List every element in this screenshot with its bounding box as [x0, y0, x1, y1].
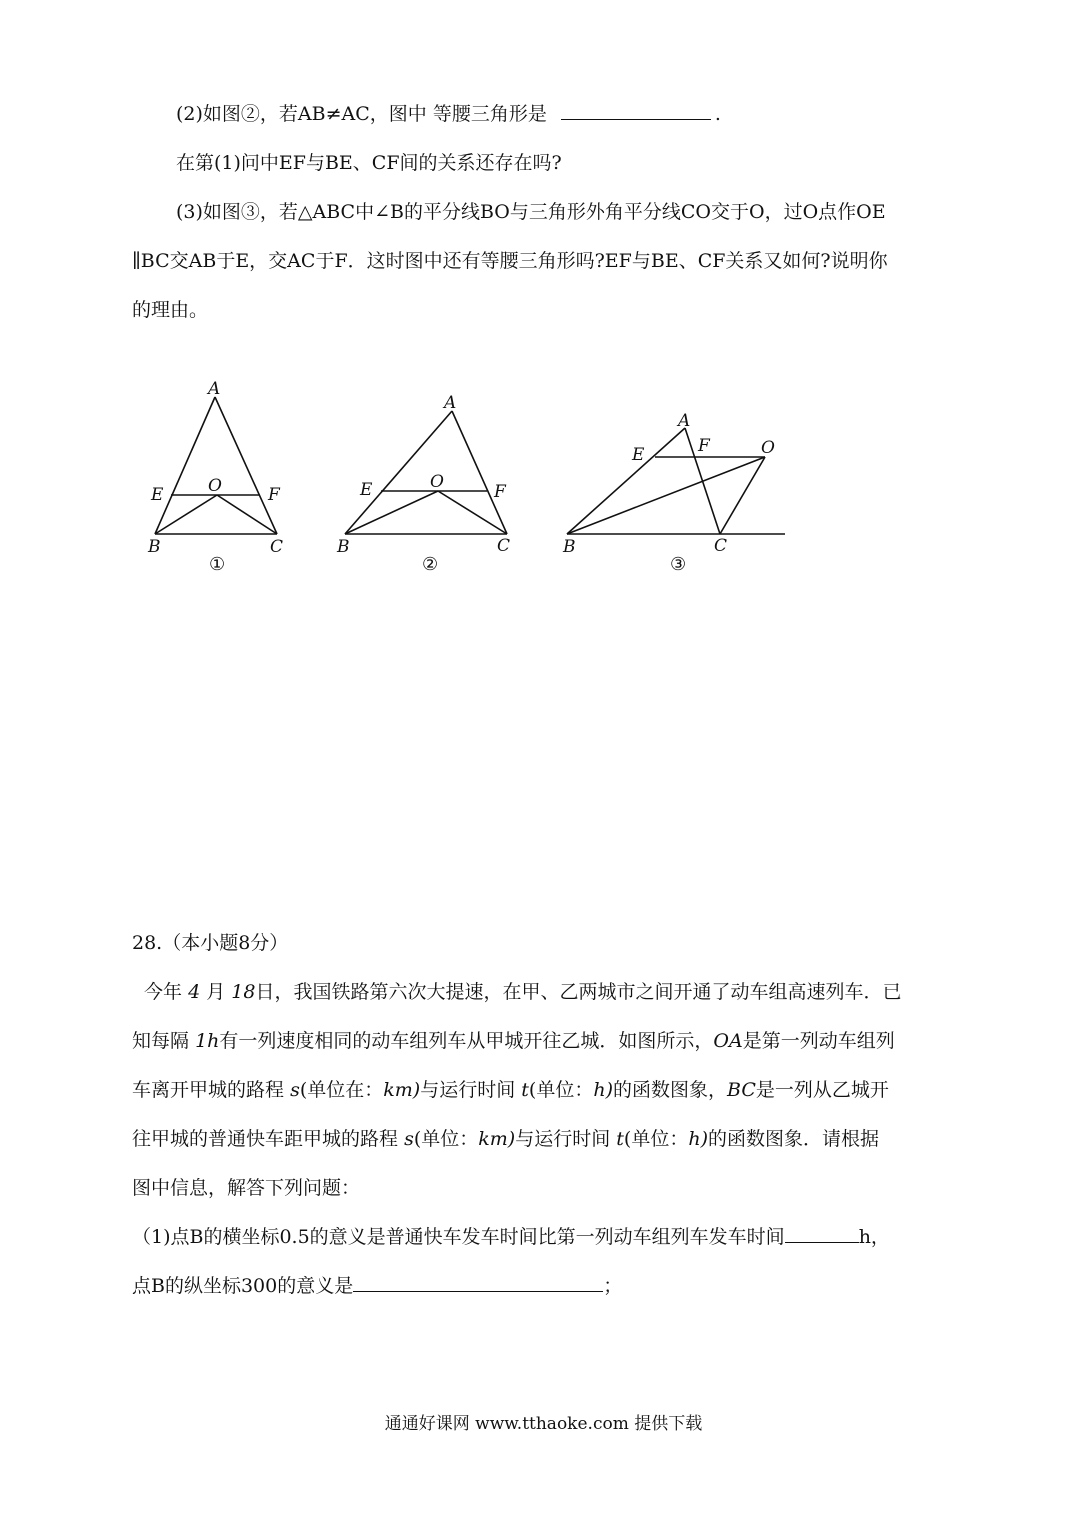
- q28-p3-t: t: [521, 1079, 529, 1101]
- q28-sub1-end: ；: [603, 1275, 623, 1297]
- figure-2: [336, 393, 510, 575]
- q28-p1-day: 18: [231, 981, 256, 1003]
- q28-paragraph-line2: [132, 1028, 895, 1054]
- q28-p4-e: 的函数图象．请根据: [707, 1128, 879, 1150]
- fig1-label-o: O: [208, 476, 222, 496]
- q28-p3-s: s: [290, 1079, 300, 1101]
- q27-part2-end: .: [714, 103, 721, 125]
- fig2-label-a: A: [444, 393, 457, 413]
- fig1-label-c: C: [270, 537, 284, 557]
- fig1-label-b: B: [148, 537, 161, 557]
- q28-p2-oa: OA: [713, 1030, 743, 1052]
- q28-sub1-text1: （1)点B的横坐标0.5的意义是普通快车发车时间比第一列动车组列车发车时间: [132, 1226, 785, 1248]
- fig2-label-c: C: [497, 536, 511, 556]
- q28-p3-b: (单位在：: [299, 1079, 384, 1101]
- q28-sub1-unit: h，: [858, 1226, 890, 1248]
- fig3-label-c: C: [714, 536, 728, 556]
- q28-p2-b: 有一列速度相同的动车组列车从甲城开往乙城．如图所示，: [219, 1030, 714, 1052]
- q28-p4-h: h): [688, 1128, 708, 1150]
- q28-header: 28.（本小题8分）: [132, 932, 289, 954]
- q28-p4-s: s: [404, 1128, 414, 1150]
- q28-paragraph-line1: [144, 979, 901, 1005]
- q27-part3-line3: 的理由。: [132, 299, 209, 321]
- q28-p1-b: 月: [206, 981, 226, 1003]
- fig1-label-a: A: [208, 379, 221, 399]
- fig1-caption: ①: [209, 554, 226, 575]
- q28-p4-a: 往甲城的普通快车距甲城的路程: [132, 1128, 399, 1150]
- q27-part2-text: (2)如图②，若AB≠AC，图中 等腰三角形是: [176, 103, 547, 125]
- q28-p3-km: km): [383, 1079, 421, 1101]
- q28-p1-a: 今年: [144, 981, 183, 1003]
- fig2-label-f: F: [494, 482, 506, 502]
- q28-p4-km: km): [478, 1128, 516, 1150]
- q27-followup: 在第(1)问中EF与BE、CF间的关系还存在吗?: [176, 152, 562, 174]
- fig3-label-o: O: [761, 438, 775, 458]
- q27-part3-line1: (3)如图③，若△ABC中∠B的平分线BO与三角形外角平分线CO交于O，过O点作OE: [176, 201, 886, 223]
- q28-p4-t: t: [616, 1128, 624, 1150]
- q28-p3-f: 是一列从乙城开: [755, 1079, 889, 1101]
- figure-3: [562, 411, 785, 575]
- q28-p2-c: 是第一列动车组列: [742, 1030, 895, 1052]
- fig3-label-b: B: [563, 537, 576, 557]
- fig3-label-e: E: [632, 445, 645, 465]
- fig3-label-a: A: [678, 411, 691, 431]
- q28-p3-h: h): [593, 1079, 613, 1101]
- fig2-caption: ②: [422, 554, 439, 575]
- fig1-label-f: F: [268, 485, 280, 505]
- fig3-caption: ③: [670, 554, 687, 575]
- fig1-label-e: E: [151, 485, 164, 505]
- q28-paragraph-line5: 图中信息，解答下列问题：: [132, 1177, 361, 1199]
- page-footer: 通通好课网 www.tthaoke.com 提供下载: [384, 1414, 703, 1434]
- q28-p4-c: 与运行时间: [515, 1128, 611, 1150]
- q28-p2-interval: 1h: [195, 1030, 220, 1052]
- q28-p3-c: 与运行时间: [420, 1079, 516, 1101]
- q28-p3-e: 的函数图象，: [612, 1079, 727, 1101]
- figure-1: [147, 379, 283, 575]
- q28-sub1-line1: [132, 1224, 890, 1250]
- q28-paragraph-line4: [132, 1126, 879, 1152]
- q28-p4-d: (单位：: [623, 1128, 689, 1150]
- q28-p1-month: 4: [188, 981, 201, 1003]
- fig2-label-o: O: [430, 472, 444, 492]
- fig2-label-e: E: [360, 480, 373, 500]
- q28-paragraph-line3: [132, 1077, 889, 1103]
- q27-part3-line2: ∥BC交AB于E，交AC于F．这时图中还有等腰三角形吗?EF与BE、CF关系又如何?说明你: [132, 250, 888, 272]
- q28-p3-bc: BC: [727, 1079, 756, 1101]
- q28-sub1-meaning-blank[interactable]: [353, 1273, 603, 1292]
- q28-sub1-hours-blank[interactable]: [785, 1224, 859, 1243]
- q28-p3-a: 车离开甲城的路程: [132, 1079, 285, 1101]
- fig2-label-b: B: [337, 537, 350, 557]
- geometry-figures: [0, 0, 1087, 620]
- q28-p2-a: 知每隔: [132, 1030, 190, 1052]
- q28-p3-d: (单位：: [528, 1079, 594, 1101]
- q28-p4-b: (单位：: [413, 1128, 479, 1150]
- fig3-label-f: F: [698, 436, 710, 456]
- q28-sub1-text2: 点B的纵坐标300的意义是: [132, 1275, 354, 1297]
- q28-sub1-line2: [132, 1273, 622, 1299]
- q28-p1-c: 日，我国铁路第六次大提速，在甲、乙两城市之间开通了动车组高速列车．已: [255, 981, 902, 1003]
